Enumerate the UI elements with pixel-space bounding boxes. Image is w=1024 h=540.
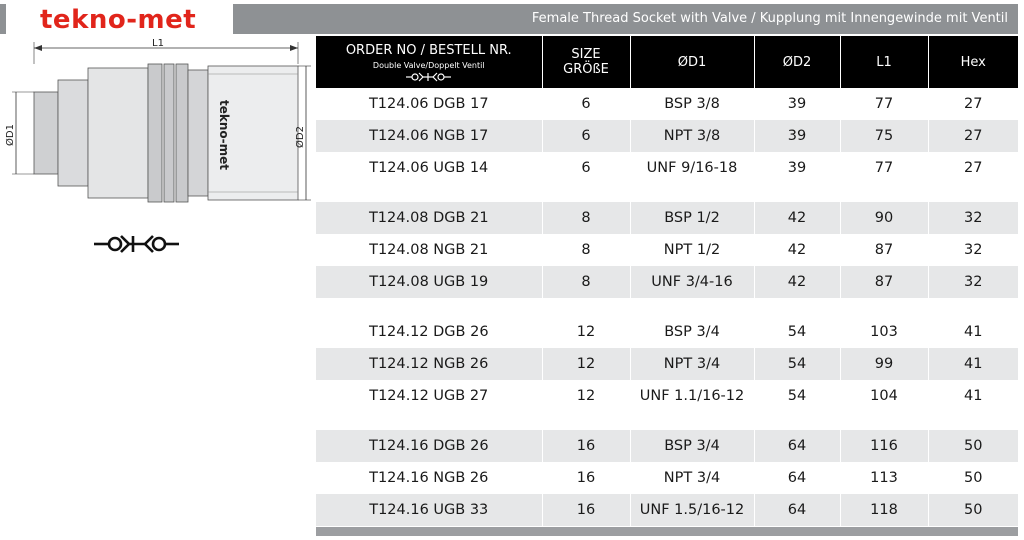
cell-l1: 104 bbox=[840, 380, 928, 412]
header-size-de: GRÖßE bbox=[563, 62, 609, 77]
cell-order: T124.06 DGB 17 bbox=[368, 96, 489, 112]
cell-order: T124.12 UGB 27 bbox=[369, 388, 489, 404]
table-row bbox=[316, 266, 1018, 298]
cell-size: 8 bbox=[542, 266, 630, 298]
l1-dimension-label: L1 bbox=[152, 38, 164, 49]
cell-hex: 50 bbox=[928, 494, 1018, 526]
d1-dimension-label: ØD1 bbox=[5, 124, 16, 146]
cell-order: T124.08 DGB 21 bbox=[316, 202, 542, 234]
header-order-title: ORDER NO / BESTELL NR. bbox=[345, 42, 512, 58]
double-valve-symbol-icon bbox=[94, 236, 179, 252]
table-row bbox=[316, 380, 1018, 412]
cell-l1: 99 bbox=[840, 348, 928, 380]
cell-d1: NPT 3/8 bbox=[630, 120, 754, 152]
group-spacer bbox=[316, 412, 1018, 430]
header-size bbox=[542, 36, 630, 88]
cell-l1: 77 bbox=[840, 88, 928, 120]
cell-d2: 64 bbox=[754, 462, 840, 494]
cell-d1: UNF 1.5/16-12 bbox=[630, 494, 754, 526]
cell-d1: BSP 3/8 bbox=[630, 88, 754, 120]
table-row bbox=[316, 202, 1018, 234]
cell-hex: 50 bbox=[928, 462, 1018, 494]
header-double-valve-icon bbox=[404, 72, 454, 82]
cell-hex: 27 bbox=[928, 120, 1018, 152]
header-order-sub: Double Valve/Doppelt Ventil bbox=[372, 60, 485, 70]
cell-l1: 113 bbox=[840, 462, 928, 494]
group-spacer bbox=[316, 184, 1018, 202]
cell-size: 6 bbox=[542, 88, 630, 120]
cell-l1: 103 bbox=[840, 316, 928, 348]
drawing-brand-text: tekno-met bbox=[217, 100, 231, 171]
table-header-row bbox=[316, 36, 1018, 88]
cell-size: 12 bbox=[542, 380, 630, 412]
spec-table bbox=[316, 36, 1018, 526]
cell-size: 8 bbox=[542, 202, 630, 234]
table-row bbox=[316, 462, 1018, 494]
cell-size: 16 bbox=[542, 494, 630, 526]
cell-d1: NPT 3/4 bbox=[630, 348, 754, 380]
table-row bbox=[316, 494, 1018, 526]
table-row bbox=[316, 234, 1018, 266]
table-row bbox=[316, 430, 1018, 462]
header-d1: ØD1 bbox=[630, 36, 754, 88]
table-bottom-bar bbox=[316, 527, 1018, 536]
cell-order: T124.06 NGB 17 bbox=[316, 120, 542, 152]
cell-d1: NPT 1/2 bbox=[630, 234, 754, 266]
cell-hex: 32 bbox=[928, 234, 1018, 266]
brand-logo: tekno-met bbox=[40, 5, 197, 35]
cell-d1: UNF 3/4-16 bbox=[630, 266, 754, 298]
cell-d2: 42 bbox=[754, 202, 840, 234]
cell-d2: 42 bbox=[754, 266, 840, 298]
cell-d2: 39 bbox=[754, 88, 840, 120]
cell-d2: 64 bbox=[754, 494, 840, 526]
cell-hex: 32 bbox=[928, 266, 1018, 298]
title-bar bbox=[233, 4, 1018, 34]
cell-l1: 77 bbox=[840, 152, 928, 184]
cell-d1: BSP 3/4 bbox=[630, 430, 754, 462]
cell-hex: 27 bbox=[928, 88, 1018, 120]
cell-order: T124.16 NGB 26 bbox=[369, 470, 489, 486]
cell-hex: 41 bbox=[928, 348, 1018, 380]
cell-d2: 39 bbox=[754, 152, 840, 184]
logo-area bbox=[6, 4, 231, 34]
cell-size: 8 bbox=[542, 234, 630, 266]
coupling-drawing bbox=[5, 38, 313, 260]
table-row bbox=[316, 152, 1018, 184]
cell-d1: BSP 1/2 bbox=[630, 202, 754, 234]
cell-hex: 27 bbox=[928, 152, 1018, 184]
cell-d1: UNF 1.1/16-12 bbox=[630, 380, 754, 412]
cell-l1: 116 bbox=[840, 430, 928, 462]
cell-d2: 54 bbox=[754, 380, 840, 412]
cell-d2: 54 bbox=[754, 316, 840, 348]
cell-d2: 42 bbox=[754, 234, 840, 266]
cell-d2: 39 bbox=[754, 120, 840, 152]
header-d2: ØD2 bbox=[754, 36, 840, 88]
cell-size: 12 bbox=[542, 348, 630, 380]
cell-hex: 41 bbox=[928, 380, 1018, 412]
cell-order: T124.12 DGB 26 bbox=[368, 324, 489, 340]
cell-l1: 118 bbox=[840, 494, 928, 526]
cell-d2: 54 bbox=[754, 348, 840, 380]
cell-d1: UNF 9/16-18 bbox=[630, 152, 754, 184]
cell-order: T124.08 NGB 21 bbox=[369, 242, 489, 258]
page-title: Female Thread Socket with Valve / Kupplung mit Innengewinde mit Ventil bbox=[531, 11, 1008, 26]
cell-order: T124.16 UGB 33 bbox=[316, 494, 542, 526]
cell-l1: 90 bbox=[840, 202, 928, 234]
cell-l1: 87 bbox=[840, 234, 928, 266]
header-order-no bbox=[316, 36, 542, 88]
cell-order: T124.16 DGB 26 bbox=[316, 430, 542, 462]
table-row bbox=[316, 120, 1018, 152]
table-row bbox=[316, 316, 1018, 348]
cell-l1: 87 bbox=[840, 266, 928, 298]
header-hex: Hex bbox=[928, 36, 1018, 88]
group-spacer bbox=[316, 298, 1018, 316]
header-l1: L1 bbox=[840, 36, 928, 88]
cell-size: 6 bbox=[542, 152, 630, 184]
d2-dimension-label: ØD2 bbox=[295, 126, 306, 148]
cell-order: T124.12 NGB 26 bbox=[316, 348, 542, 380]
header-size-en: SIZE bbox=[571, 47, 601, 62]
cell-size: 12 bbox=[542, 316, 630, 348]
cell-size: 16 bbox=[542, 430, 630, 462]
cell-order: T124.08 UGB 19 bbox=[316, 266, 542, 298]
cell-hex: 32 bbox=[928, 202, 1018, 234]
cell-size: 16 bbox=[542, 462, 630, 494]
cell-hex: 41 bbox=[928, 316, 1018, 348]
cell-l1: 75 bbox=[840, 120, 928, 152]
cell-hex: 50 bbox=[928, 430, 1018, 462]
cell-order: T124.06 UGB 14 bbox=[369, 160, 489, 176]
cell-d1: NPT 3/4 bbox=[630, 462, 754, 494]
table-row bbox=[316, 88, 1018, 120]
cell-d2: 64 bbox=[754, 430, 840, 462]
table-row bbox=[316, 348, 1018, 380]
cell-d1: BSP 3/4 bbox=[630, 316, 754, 348]
cell-size: 6 bbox=[542, 120, 630, 152]
